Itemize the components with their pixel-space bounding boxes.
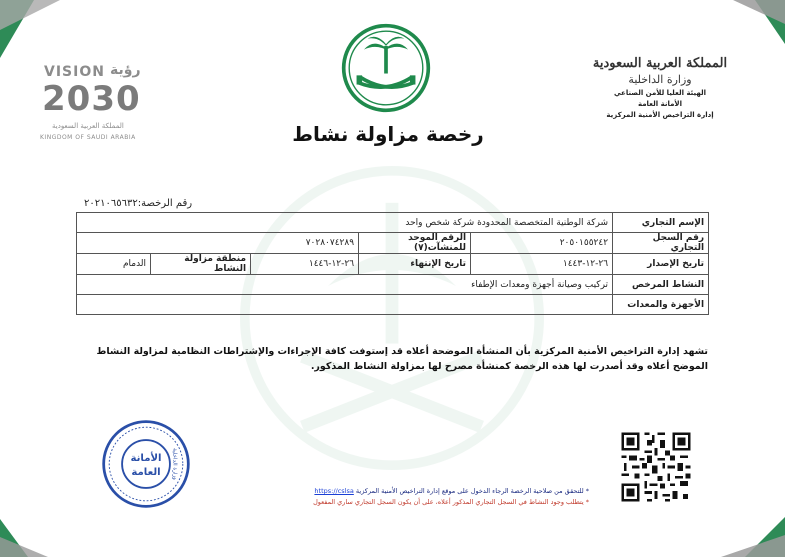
watermark-emblem-icon bbox=[232, 158, 552, 478]
requirement-note: * يتطلب وجود النشاط في السجل التجاري المذكور أعلاه، على أن يكون السجل التجاري ساري المفعول bbox=[313, 498, 589, 506]
corner-decoration-top-left-gray bbox=[0, 0, 60, 30]
verification-note-text: * للتحقق من صلاحية الرخصة الرجاء الدخول على موقع إدارة التراخيص الأمنية المركزية bbox=[355, 487, 589, 495]
table-row bbox=[77, 213, 709, 233]
department-name: إدارة التراخيص الأمنية المركزية bbox=[606, 111, 714, 119]
document-title: رخصة مزاولة نشاط bbox=[292, 122, 484, 146]
license-number-label: رقم الرخصة: bbox=[137, 198, 193, 209]
corner-decoration-bottom-left-gray bbox=[0, 537, 48, 557]
seal-side-text: وزارة الداخلية bbox=[171, 448, 178, 480]
vision-kingdom-ar: المملكة العربية السعودية bbox=[52, 122, 124, 130]
expiry-date-value: ٢٦-١٢-١٤٤٦ bbox=[251, 254, 359, 275]
authority-name: الهيئة العليا للأمن الصناعي bbox=[613, 89, 707, 97]
secretariat-seal-icon bbox=[100, 418, 192, 510]
table-row bbox=[77, 275, 709, 295]
table-row bbox=[77, 254, 709, 275]
license-number-value: ٢٠٢١٠٦٥٦٣٢ bbox=[84, 198, 138, 209]
table-row bbox=[77, 295, 709, 315]
trade-name-label: الإسم التجاري bbox=[613, 213, 709, 233]
saudi-emblem-icon bbox=[340, 22, 432, 114]
issue-date-label: تاريخ الإصدار bbox=[613, 254, 709, 275]
corner-decoration-top-right-gray bbox=[733, 0, 785, 24]
verification-note bbox=[189, 486, 589, 497]
vision-label: VISION bbox=[44, 64, 105, 80]
footer-notes bbox=[189, 486, 589, 508]
vision-kingdom-en: KINGDOM OF SAUDI ARABIA bbox=[40, 134, 136, 141]
region-value: الدمام bbox=[77, 254, 151, 275]
equipment-value bbox=[77, 295, 613, 315]
seal-line2: العامة bbox=[131, 467, 161, 479]
activity-value: تركيب وصيانة أجهزة ومعدات الإطفاء bbox=[77, 275, 613, 295]
cr-label: رقم السجل التجاري bbox=[613, 233, 709, 254]
ministry-header bbox=[575, 56, 745, 119]
issue-date-value: ٢٦-١٢-١٤٤٣ bbox=[471, 254, 613, 275]
verification-link[interactable]: https://cslsa bbox=[314, 487, 354, 495]
unified-number-label: الرقم الموحد للمنشآت(٧) bbox=[359, 233, 471, 254]
unified-number-value: ٧٠٢٨٠٧٤٢٨٩ bbox=[77, 233, 359, 254]
corner-decoration-bottom-right-gray bbox=[721, 535, 785, 557]
license-number bbox=[84, 198, 192, 209]
license-info-table bbox=[76, 212, 709, 315]
kingdom-name: المملكة العربية السعودية bbox=[592, 56, 728, 71]
trade-name-value: شركة الوطنية المتخصصة المحدودة شركة شخص واحد bbox=[77, 213, 613, 233]
vision-label-ar: رؤية bbox=[110, 62, 141, 78]
declaration-text: تشهد إدارة التراخيص الأمنية المركزية بأن المنشأة الموضحة أعلاه قد إستوفت كافة الإجراءات والإشتراطات النظامية لمزاولة النشاط الموضح أعلاه وقد أصدرت لها هذه الرخصة كمنشأة مصرح لها بمزاولة النشاط المذكور. bbox=[96, 346, 708, 372]
vision-2030-logo bbox=[40, 62, 160, 152]
secretariat-name: الأمانة العامة bbox=[637, 100, 683, 108]
table-row bbox=[77, 233, 709, 254]
ministry-name: وزارة الداخلية bbox=[628, 73, 692, 86]
region-label: منطقة مزاولة النشاط bbox=[151, 254, 251, 275]
expiry-date-label: تاريخ الإنتهاء bbox=[359, 254, 471, 275]
cr-value: ٢٠٥٠١٥٥٢٤٢ bbox=[471, 233, 613, 254]
equipment-label: الأجهزة والمعدات bbox=[613, 295, 709, 315]
seal-line1: الأمانة bbox=[130, 453, 162, 465]
activity-label: النشاط المرخص bbox=[613, 275, 709, 295]
qr-code-icon[interactable] bbox=[619, 430, 693, 504]
vision-year: 2030 bbox=[42, 79, 141, 119]
